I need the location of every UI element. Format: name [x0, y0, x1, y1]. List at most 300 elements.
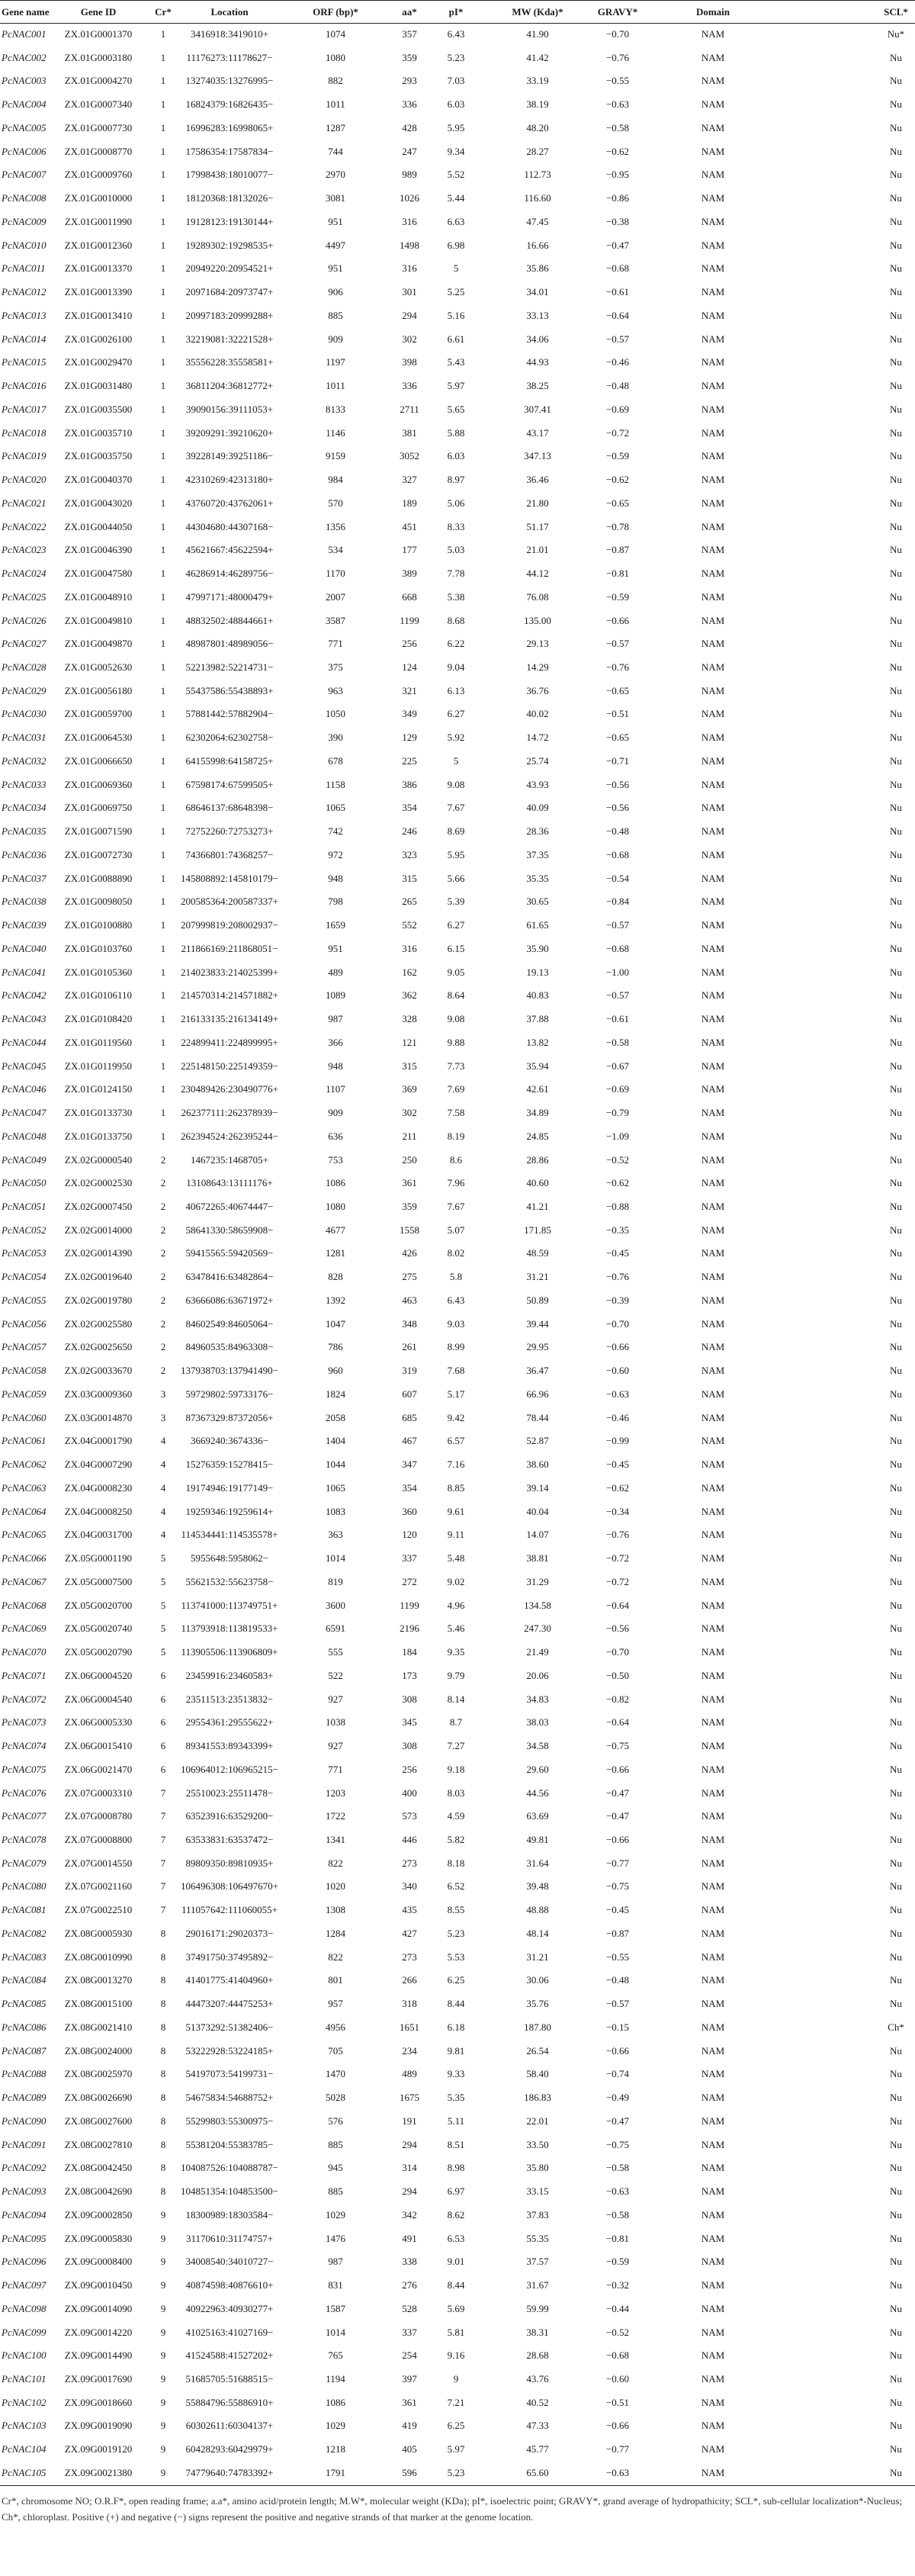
cell-gene-id: ZX.08G0021410: [64, 2021, 133, 2033]
cell-pi: 7.67: [447, 1201, 465, 1212]
cell-gene-id: ZX.07G0014550: [64, 1857, 133, 1869]
column-header-mw: MW (Kda)*: [512, 6, 563, 18]
cell-scl: Nu: [890, 1763, 902, 1775]
cell-gene-id: ZX.01G0119950: [65, 1060, 132, 1072]
cell-location: 63533831:63537472−: [185, 1833, 274, 1845]
cell-mw: 26.54: [526, 2044, 549, 2057]
cell-gene-id: ZX.09G0010450: [64, 2279, 133, 2291]
cell-gene-name: PcNAC073: [2, 1716, 47, 1729]
cell-chromosome: 2: [160, 1317, 166, 1330]
table-row: [0, 750, 915, 773]
cell-scl: Nu: [890, 1458, 902, 1471]
cell-scl: Nu: [890, 2373, 902, 2385]
cell-aa: 354: [402, 1481, 417, 1494]
cell-orf: 1470: [326, 2068, 345, 2080]
cell-gravy: −0.81: [605, 2232, 630, 2244]
table-row: [0, 281, 915, 304]
cell-domain: NAM: [701, 989, 725, 1002]
cell-gene-id: ZX.01G0029470: [64, 356, 133, 368]
cell-location: 113741000:113749751+: [181, 1599, 278, 1611]
cell-gene-id: ZX.01G0071590: [64, 825, 133, 838]
cell-aa: 426: [402, 1247, 417, 1259]
cell-orf: 390: [328, 732, 343, 744]
cell-chromosome: 2: [160, 1153, 166, 1166]
cell-aa: 381: [402, 426, 417, 439]
cell-chromosome: 1: [160, 1083, 166, 1095]
cell-aa: 596: [402, 2466, 417, 2478]
table-row: [0, 468, 915, 492]
cell-gravy: −0.76: [605, 51, 630, 63]
cell-gene-id: ZX.06G0015410: [64, 1740, 133, 1752]
cell-pi: 6.43: [447, 28, 465, 40]
cell-scl: Nu: [890, 1036, 902, 1048]
cell-aa: 120: [402, 1529, 417, 1541]
cell-chromosome: 1: [160, 778, 166, 790]
cell-gene-id: ZX.09G0002850: [64, 2208, 133, 2221]
cell-pi: 5.17: [447, 1388, 465, 1400]
cell-chromosome: 1: [160, 544, 166, 556]
cell-pi: 6.03: [447, 98, 465, 111]
cell-chromosome: 1: [160, 98, 166, 111]
cell-gravy: −0.72: [605, 1575, 630, 1587]
cell-domain: NAM: [701, 825, 725, 838]
cell-mw: 40.04: [526, 1505, 549, 1517]
cell-gene-name: PcNAC066: [2, 1552, 47, 1565]
cell-orf: 1284: [326, 1927, 345, 1939]
table-row: [0, 1805, 915, 1828]
cell-chromosome: 8: [160, 2115, 166, 2127]
cell-scl: Nu: [890, 1575, 902, 1587]
cell-chromosome: 4: [160, 1458, 166, 1471]
cell-orf: 948: [328, 1060, 343, 1072]
table-row: [0, 2227, 915, 2251]
table-row: [0, 1758, 915, 1782]
cell-mw: 39.48: [526, 1880, 549, 1893]
table-row: [0, 445, 915, 468]
cell-orf: 1080: [326, 1201, 345, 1212]
cell-location: 25510023:25511478−: [185, 1786, 274, 1799]
cell-gravy: −0.86: [605, 192, 630, 204]
cell-chromosome: 8: [160, 1974, 166, 1986]
cell-mw: 14.29: [526, 661, 549, 673]
cell-aa: 234: [402, 2044, 417, 2057]
cell-orf: 1038: [326, 1716, 345, 1729]
cell-gene-name: PcNAC084: [2, 1974, 47, 1986]
cell-location: 39209291:39210620+: [185, 426, 274, 439]
cell-gene-id: ZX.01G0049810: [64, 614, 133, 626]
cell-orf: 742: [328, 825, 343, 838]
table-row: [0, 398, 915, 422]
column-header-domain: Domain: [695, 6, 730, 18]
cell-domain: NAM: [701, 145, 725, 157]
cell-aa: 360: [402, 1505, 417, 1517]
cell-location: 18120368:18132026−: [185, 192, 274, 204]
cell-gravy: −0.65: [605, 497, 630, 509]
cell-gene-id: ZX.01G0013410: [64, 309, 133, 321]
cell-gene-id: ZX.01G0108420: [64, 1013, 133, 1025]
cell-mw: 78.44: [526, 1411, 549, 1423]
cell-aa: 1675: [400, 2092, 419, 2104]
cell-gene-id: ZX.01G0007340: [64, 98, 133, 111]
cell-gravy: −0.58: [605, 121, 630, 133]
cell-domain: NAM: [701, 169, 725, 181]
table-row: [0, 680, 915, 703]
cell-pi: 6.27: [447, 708, 465, 720]
cell-gravy: −0.34: [605, 1505, 630, 1517]
cell-gene-id: ZX.01G0056180: [64, 684, 133, 696]
cell-gene-id: ZX.01G0069750: [64, 802, 133, 814]
cell-gene-id: ZX.01G0012360: [64, 239, 133, 251]
cell-domain: NAM: [701, 1880, 725, 1893]
cell-scl: Nu: [890, 2068, 902, 2080]
cell-gravy: −0.56: [605, 778, 630, 790]
cell-gene-name: PcNAC024: [2, 568, 47, 580]
cell-pi: 6.52: [447, 1880, 465, 1893]
cell-location: 19174946:19177149−: [185, 1481, 274, 1494]
cell-gene-name: PcNAC077: [2, 1810, 47, 1822]
cell-mw: 37.83: [526, 2208, 549, 2221]
cell-scl: Nu: [890, 732, 902, 744]
cell-mw: 19.13: [526, 966, 549, 978]
cell-chromosome: 9: [160, 2208, 166, 2221]
cell-gravy: −0.57: [605, 989, 630, 1002]
cell-pi: 8.19: [447, 1130, 465, 1142]
cell-orf: 771: [328, 1763, 343, 1775]
cell-domain: NAM: [701, 286, 725, 298]
cell-aa: 2711: [400, 403, 419, 415]
cell-scl: Nu: [890, 1716, 902, 1729]
cell-mw: 37.88: [526, 1013, 549, 1025]
cell-scl: Nu: [890, 1153, 902, 1166]
cell-pi: 5.95: [447, 121, 465, 133]
cell-location: 52213982:52214731−: [185, 661, 274, 673]
cell-gene-id: ZX.01G0031480: [64, 380, 133, 392]
cell-chromosome: 1: [160, 1036, 166, 1048]
cell-aa: 1498: [400, 239, 419, 251]
cell-gene-name: PcNAC017: [2, 403, 47, 415]
cell-scl: Nu: [890, 544, 902, 556]
cell-domain: NAM: [701, 2185, 725, 2198]
table-row: [0, 726, 915, 750]
cell-mw: 40.52: [526, 2396, 549, 2408]
cell-domain: NAM: [701, 1341, 725, 1353]
cell-gene-id: ZX.01G0007730: [64, 121, 133, 133]
cell-gene-name: PcNAC001: [2, 28, 47, 40]
column-header-aa: aa*: [402, 6, 417, 18]
cell-gene-id: ZX.02G0025580: [64, 1317, 133, 1330]
cell-orf: 948: [328, 872, 343, 884]
cell-mw: 22.01: [526, 2115, 549, 2127]
cell-orf: 972: [328, 848, 343, 860]
table-row: [0, 1852, 915, 1876]
cell-gravy: −0.66: [605, 2420, 630, 2432]
cell-aa: 301: [402, 286, 417, 298]
table-row: [0, 1500, 915, 1524]
cell-orf: 1011: [326, 380, 345, 392]
cell-pi: 9.33: [447, 2068, 465, 2080]
cell-gene-id: ZX.01G0133730: [64, 1107, 133, 1119]
cell-location: 262377111:262378939−: [181, 1107, 278, 1119]
cell-aa: 491: [402, 2232, 417, 2244]
cell-gene-id: ZX.04G0008250: [64, 1505, 133, 1517]
cell-gene-id: ZX.06G0021470: [64, 1763, 133, 1775]
cell-domain: NAM: [701, 708, 725, 720]
cell-gene-name: PcNAC040: [2, 942, 47, 954]
table-row: [0, 703, 915, 726]
cell-gravy: −0.52: [605, 2326, 630, 2338]
cell-pi: 7.58: [447, 1107, 465, 1119]
table-row: [0, 1828, 915, 1852]
cell-scl: Nu: [890, 942, 902, 954]
cell-gravy: −0.46: [605, 356, 630, 368]
cell-gravy: −0.47: [605, 2115, 630, 2127]
cell-domain: NAM: [701, 1201, 725, 1212]
cell-chromosome: 5: [160, 1622, 166, 1635]
cell-gene-id: ZX.04G0031700: [64, 1529, 133, 1541]
cell-gravy: −0.55: [605, 75, 630, 87]
cell-chromosome: 1: [160, 1060, 166, 1072]
cell-gravy: −0.64: [605, 1599, 630, 1611]
cell-gravy: −0.48: [605, 380, 630, 392]
cell-location: 20949220:20954521+: [185, 262, 274, 275]
cell-gene-id: ZX.02G0019640: [64, 1271, 133, 1283]
cell-gene-id: ZX.08G0027810: [64, 2138, 133, 2150]
cell-aa: 336: [402, 380, 417, 392]
table-row: [0, 2298, 915, 2321]
table-row: [0, 937, 915, 961]
cell-pi: 9.35: [447, 1646, 465, 1658]
cell-aa: 359: [402, 51, 417, 63]
cell-scl: Nu: [890, 1646, 902, 1658]
cell-scl: Nu: [890, 1974, 902, 1986]
table-row: [0, 796, 915, 820]
cell-gene-name: PcNAC104: [2, 2443, 47, 2455]
cell-aa: 302: [402, 1107, 417, 1119]
cell-scl: Nu: [890, 145, 902, 157]
cell-chromosome: 4: [160, 1481, 166, 1494]
cell-domain: NAM: [701, 590, 725, 603]
cell-mw: 41.42: [526, 51, 549, 63]
cell-chromosome: 1: [160, 684, 166, 696]
cell-orf: 885: [328, 2138, 343, 2150]
cell-chromosome: 3: [160, 1411, 166, 1423]
cell-location: 63523916:63529200−: [185, 1810, 274, 1822]
cell-aa: 397: [402, 2373, 417, 2385]
cell-pi: 8.85: [447, 1481, 465, 1494]
cell-domain: NAM: [701, 2279, 725, 2291]
cell-gene-name: PcNAC013: [2, 309, 47, 321]
cell-domain: NAM: [701, 51, 725, 63]
cell-orf: 1029: [326, 2208, 345, 2221]
cell-domain: NAM: [701, 661, 725, 673]
table-row: [0, 1219, 915, 1243]
cell-pi: 9.42: [447, 1411, 465, 1423]
table-row: [0, 1195, 915, 1219]
cell-location: 11176273:11178627−: [186, 51, 273, 63]
cell-pi: 5.46: [447, 1622, 465, 1635]
cell-scl: Nu: [890, 684, 902, 696]
cell-domain: NAM: [701, 1529, 725, 1541]
cell-pi: 5.06: [447, 497, 465, 509]
cell-gene-name: PcNAC018: [2, 426, 47, 439]
cell-chromosome: 5: [160, 1552, 166, 1565]
cell-gravy: −0.72: [605, 1552, 630, 1565]
cell-chromosome: 1: [160, 145, 166, 157]
cell-gene-name: PcNAC057: [2, 1341, 47, 1353]
cell-gravy: −0.50: [605, 1669, 630, 1681]
table-row: [0, 1922, 915, 1946]
cell-mw: 41.21: [526, 1201, 549, 1212]
cell-scl: Nu: [890, 1341, 902, 1353]
cell-mw: 48.88: [526, 1904, 549, 1916]
cell-gene-name: PcNAC039: [2, 919, 47, 931]
cell-gene-name: PcNAC022: [2, 520, 47, 532]
table-row: [0, 1313, 915, 1336]
cell-pi: 5.82: [447, 1833, 465, 1845]
cell-gravy: −0.66: [605, 1763, 630, 1775]
cell-gene-id: ZX.01G0035710: [64, 426, 133, 439]
cell-chromosome: 1: [160, 896, 166, 908]
cell-orf: 1014: [326, 2326, 345, 2338]
table-row: [0, 1125, 915, 1149]
table-row: [0, 890, 915, 914]
cell-gene-name: PcNAC086: [2, 2021, 47, 2033]
cell-pi: 5.11: [447, 2115, 465, 2127]
cell-gravy: −0.87: [605, 544, 630, 556]
cell-gravy: −0.68: [605, 848, 630, 860]
cell-domain: NAM: [701, 778, 725, 790]
cell-aa: 685: [402, 1411, 417, 1423]
cell-scl: Nu: [890, 872, 902, 884]
cell-scl: Nu: [890, 1950, 902, 1963]
cell-gene-id: ZX.08G0024000: [64, 2044, 133, 2057]
table-row: [0, 163, 915, 187]
cell-mw: 35.76: [526, 1998, 549, 2010]
cell-aa: 607: [402, 1388, 417, 1400]
cell-aa: 315: [402, 872, 417, 884]
cell-domain: NAM: [701, 966, 725, 978]
cell-pi: 5.81: [447, 2326, 465, 2338]
cell-scl: Nu: [890, 1107, 902, 1119]
cell-gene-id: ZX.09G0014490: [64, 2349, 133, 2362]
cell-gene-name: PcNAC097: [2, 2279, 47, 2291]
cell-mw: 38.03: [526, 1716, 549, 1729]
cell-scl: Ch*: [888, 2021, 904, 2033]
cell-mw: 28.86: [526, 1153, 549, 1166]
cell-pi: 8.33: [447, 520, 465, 532]
cell-gene-id: ZX.01G0026100: [64, 333, 133, 345]
cell-gene-id: ZX.08G0005930: [64, 1927, 133, 1939]
cell-gene-id: ZX.06G0004540: [64, 1693, 133, 1705]
cell-mw: 48.59: [526, 1247, 549, 1259]
cell-scl: Nu: [890, 98, 902, 111]
cell-orf: 1089: [326, 989, 345, 1002]
cell-gravy: −0.99: [605, 1435, 630, 1447]
cell-orf: 534: [328, 544, 343, 556]
table-row: [0, 2391, 915, 2415]
cell-pi: 7.78: [447, 568, 465, 580]
cell-gene-name: PcNAC027: [2, 638, 47, 650]
cell-orf: 822: [328, 1857, 343, 1869]
cell-gene-id: ZX.08G0010990: [64, 1950, 133, 1963]
cell-domain: NAM: [701, 802, 725, 814]
cell-orf: 828: [328, 1271, 343, 1283]
cell-gravy: −0.95: [605, 169, 630, 181]
cell-domain: NAM: [701, 426, 725, 439]
cell-chromosome: 9: [160, 2396, 166, 2408]
cell-location: 63478416:63482864−: [185, 1271, 274, 1283]
cell-gene-name: PcNAC036: [2, 848, 47, 860]
cell-gravy: −0.56: [605, 1622, 630, 1635]
table-footnote: Cr*, chromosome NO; O.R.F*, open reading frame; a.a*, amino acid/protein length; M.W*, molecular weight (KDa); pI*, isoelectric point; GRAVY*, grand average of hydropathicity; SCL*, sub-cellular localization*-Nucleus; Ch*, chloroplast. Positive (+) and negative (−) signs represent the positive and negative strands of that marker at the genome location.: [2, 2495, 903, 2523]
cell-pi: 6.97: [447, 2185, 465, 2198]
cell-pi: 9.18: [447, 1763, 465, 1775]
cell-mw: 34.83: [526, 1693, 549, 1705]
cell-chromosome: 6: [160, 1716, 166, 1729]
cell-aa: 435: [402, 1904, 417, 1916]
cell-gene-name: PcNAC075: [2, 1763, 47, 1775]
cell-pi: 8.14: [447, 1693, 465, 1705]
table-body: [0, 23, 915, 2485]
cell-chromosome: 7: [160, 1810, 166, 1822]
cell-gene-id: ZX.08G0015100: [64, 1998, 133, 2010]
cell-domain: NAM: [701, 356, 725, 368]
cell-gravy: −0.66: [605, 2044, 630, 2057]
cell-domain: NAM: [701, 520, 725, 532]
cell-orf: 1107: [326, 1083, 345, 1095]
cell-scl: Nu: [890, 2044, 902, 2057]
cell-chromosome: 6: [160, 1693, 166, 1705]
cell-mw: 37.57: [526, 2256, 549, 2268]
cell-scl: Nu: [890, 1247, 902, 1259]
cell-pi: 6.18: [447, 2021, 465, 2033]
table-row: [0, 375, 915, 398]
cell-location: 51685705:51688515−: [185, 2373, 274, 2385]
cell-gene-id: ZX.09G0018660: [64, 2396, 133, 2408]
cell-gene-name: PcNAC054: [2, 1271, 47, 1283]
cell-gene-id: ZX.05G0020790: [64, 1646, 133, 1658]
cell-aa: 446: [402, 1833, 417, 1845]
cell-scl: Nu: [890, 1294, 902, 1306]
cell-location: 20971684:20973747+: [185, 286, 274, 298]
cell-chromosome: 1: [160, 426, 166, 439]
cell-mw: 34.58: [526, 1740, 549, 1752]
cell-aa: 1199: [400, 1599, 419, 1611]
cell-scl: Nu: [890, 825, 902, 838]
cell-scl: Nu: [890, 2443, 902, 2455]
cell-domain: NAM: [701, 568, 725, 580]
cell-location: 207999819:208002937−: [181, 919, 278, 931]
cell-chromosome: 1: [160, 192, 166, 204]
cell-chromosome: 9: [160, 2443, 166, 2455]
cell-gene-name: PcNAC080: [2, 1880, 47, 1893]
cell-gene-name: PcNAC082: [2, 1927, 47, 1939]
cell-chromosome: 1: [160, 590, 166, 603]
cell-pi: 5.97: [447, 380, 465, 392]
cell-gene-name: PcNAC079: [2, 1857, 47, 1869]
cell-aa: 294: [402, 309, 417, 321]
cell-pi: 5.53: [447, 1950, 465, 1963]
cell-aa: 247: [402, 145, 417, 157]
cell-mw: 25.74: [526, 754, 549, 767]
cell-scl: Nu: [890, 1435, 902, 1447]
cell-orf: 1203: [326, 1786, 345, 1799]
cell-scl: Nu: [890, 2185, 902, 2198]
cell-domain: NAM: [701, 1575, 725, 1587]
cell-gene-name: PcNAC083: [2, 1950, 47, 1963]
cell-scl: Nu: [890, 309, 902, 321]
cell-orf: 4677: [326, 1224, 345, 1236]
